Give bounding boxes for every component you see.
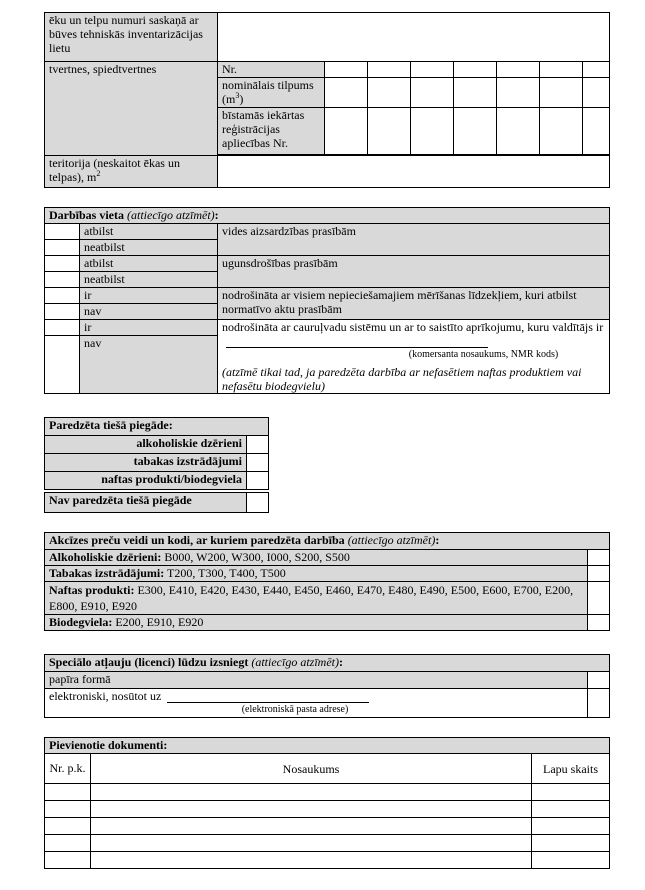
delivery-fuel-label: naftas produkti/biodegviela bbox=[45, 472, 247, 490]
pipeline-owner-caption: (komersanta nosaukums, NMR kods) bbox=[408, 349, 559, 360]
pipeline-note: (atzīmē tikai tad, ja paredzēta darbība ar nefasētiem naftas produktiem vai nefasētu biodegvielu) bbox=[222, 365, 582, 393]
excise-fuel-checkbox[interactable] bbox=[588, 582, 610, 615]
tank-nr-cell[interactable] bbox=[325, 62, 368, 78]
doc-nr-cell[interactable] bbox=[45, 835, 91, 852]
tank-nr-label: Nr. bbox=[218, 62, 325, 78]
doc-name-cell[interactable] bbox=[91, 801, 532, 818]
excise-tobacco-checkbox[interactable] bbox=[588, 566, 610, 582]
tank-volume-cell[interactable] bbox=[497, 78, 540, 108]
fire-noncompliant-option: neatbilst bbox=[80, 272, 218, 288]
licence-electronic-cell bbox=[45, 689, 588, 718]
excise-goods-table bbox=[44, 532, 610, 631]
delivery-tobacco-label: tabakas izstrādājumi bbox=[45, 454, 247, 472]
tank-nr-cell[interactable] bbox=[411, 62, 454, 78]
pipeline-requirement-cell bbox=[218, 320, 610, 394]
attached-documents-header: Pievienotie dokumenti: bbox=[45, 738, 610, 754]
doc-nr-cell[interactable] bbox=[45, 852, 91, 869]
doc-pages-cell[interactable] bbox=[532, 784, 610, 801]
direct-delivery-header: Paredzēta tiešā piegāde: bbox=[45, 418, 269, 436]
excise-alcohol-checkbox[interactable] bbox=[588, 550, 610, 566]
tank-volume-cell[interactable] bbox=[411, 78, 454, 108]
delivery-alcohol-label: alkoholiskie dzērieni bbox=[45, 436, 247, 454]
licence-issue-table bbox=[44, 654, 610, 718]
doc-name-cell[interactable] bbox=[91, 852, 532, 869]
tank-nr-cell[interactable] bbox=[497, 62, 540, 78]
doc-nr-cell[interactable] bbox=[45, 784, 91, 801]
tank-volume-cell[interactable] bbox=[325, 78, 368, 108]
premises-table bbox=[44, 12, 610, 188]
excise-goods-header: Akcīzes preču veidi un kodi, ar kuriem paredzēta darbība (attiecīgo atzīmēt): bbox=[45, 533, 610, 550]
excise-biofuel-checkbox[interactable] bbox=[588, 615, 610, 631]
licence-electronic-label: elektroniski, nosūtot uz bbox=[49, 689, 162, 703]
doc-name-cell[interactable] bbox=[91, 784, 532, 801]
no-delivery-table bbox=[44, 492, 269, 513]
tank-volume-cell[interactable] bbox=[454, 78, 497, 108]
measuring-no-option: nav bbox=[80, 304, 218, 320]
pipeline-no-option: nav bbox=[80, 336, 218, 394]
doc-name-cell[interactable] bbox=[91, 818, 532, 835]
doc-nr-cell[interactable] bbox=[45, 818, 91, 835]
tank-volume-cell[interactable] bbox=[540, 78, 583, 108]
no-delivery-checkbox[interactable] bbox=[247, 493, 269, 513]
tank-volume-cell[interactable] bbox=[583, 78, 610, 108]
building-numbers-field[interactable] bbox=[218, 13, 610, 62]
tank-registration-cell[interactable] bbox=[497, 108, 540, 155]
excise-fuel-row: Naftas produkti: E300, E410, E420, E430, E440, E450, E460, E470, E480, E490, E500, E600, E700, E200, E800, E910, E920 bbox=[45, 582, 588, 615]
fire-requirement-label: ugunsdrošības prasībām bbox=[218, 256, 610, 288]
tank-registration-cell[interactable] bbox=[325, 108, 368, 155]
email-address-field[interactable] bbox=[167, 690, 369, 703]
fire-noncompliant-checkbox[interactable] bbox=[45, 272, 80, 288]
tank-nr-cell[interactable] bbox=[583, 62, 610, 78]
tank-registration-cell[interactable] bbox=[583, 108, 610, 155]
measuring-no-checkbox[interactable] bbox=[45, 304, 80, 320]
tank-nr-cell[interactable] bbox=[540, 62, 583, 78]
tanks-label: tvertnes, spiedtvertnes bbox=[45, 62, 218, 156]
fire-compliant-checkbox[interactable] bbox=[45, 256, 80, 272]
delivery-alcohol-checkbox[interactable] bbox=[247, 436, 269, 454]
building-numbers-label: ēku un telpu numuri saskaņā ar būves tehniskās inventarizācijas lietu bbox=[45, 13, 218, 62]
pipeline-owner-field[interactable] bbox=[226, 335, 488, 348]
env-noncompliant-checkbox[interactable] bbox=[45, 240, 80, 256]
tank-volume-label: nominālais tilpums $(m^3)$ bbox=[218, 78, 325, 108]
env-compliant-option: atbilst bbox=[80, 224, 218, 240]
excise-alcohol-row: Alkoholiskie dzērieni: B000, W200, W300, I000, S200, S500 bbox=[45, 550, 588, 566]
doc-pages-cell[interactable] bbox=[532, 818, 610, 835]
doc-name-cell[interactable] bbox=[91, 835, 532, 852]
col-pages-header: Lapu skaits bbox=[532, 754, 610, 784]
pipeline-yes-option: ir bbox=[80, 320, 218, 336]
doc-pages-cell[interactable] bbox=[532, 852, 610, 869]
tank-registration-label: bīstamās iekārtas reģistrācijas apliecības Nr. bbox=[218, 108, 325, 155]
env-noncompliant-option: neatbilst bbox=[80, 240, 218, 256]
measuring-yes-option: ir bbox=[80, 288, 218, 304]
doc-pages-cell[interactable] bbox=[532, 801, 610, 818]
env-compliant-checkbox[interactable] bbox=[45, 224, 80, 240]
tank-nr-cell[interactable] bbox=[454, 62, 497, 78]
tank-nr-cell[interactable] bbox=[368, 62, 411, 78]
tank-registration-cell[interactable] bbox=[540, 108, 583, 155]
measuring-requirement-label: nodrošināta ar visiem nepieciešamajiem mērīšanas līdzekļiem, kuri atbilst normatīvo aktu prasībām bbox=[218, 288, 610, 320]
pipeline-no-checkbox[interactable] bbox=[45, 336, 80, 394]
activity-place-table bbox=[44, 207, 610, 394]
delivery-fuel-checkbox[interactable] bbox=[247, 472, 269, 490]
territory-label: teritorija (neskaitot ēkas un telpas), $m^2$ bbox=[45, 156, 218, 188]
col-name-header: Nosaukums bbox=[91, 754, 532, 784]
licence-paper-label: papīra formā bbox=[45, 672, 588, 689]
tank-registration-cell[interactable] bbox=[454, 108, 497, 155]
tank-registration-cell[interactable] bbox=[368, 108, 411, 155]
fire-compliant-option: atbilst bbox=[80, 256, 218, 272]
pipeline-requirement-label: nodrošināta ar cauruļvadu sistēmu un ar to saistīto aprīkojumu, kuru valdītājs ir bbox=[222, 320, 604, 334]
licence-electronic-checkbox[interactable] bbox=[588, 689, 610, 718]
excise-tobacco-row: Tabakas izstrādājumi: T200, T300, T400, T500 bbox=[45, 566, 588, 582]
doc-pages-cell[interactable] bbox=[532, 835, 610, 852]
excise-biofuel-row: Biodegviela: E200, E910, E920 bbox=[45, 615, 588, 631]
licence-paper-checkbox[interactable] bbox=[588, 672, 610, 689]
no-delivery-label: Nav paredzēta tiešā piegāde bbox=[45, 493, 247, 513]
attached-documents-table bbox=[44, 737, 610, 869]
activity-place-header: Darbības vieta (attiecīgo atzīmēt): bbox=[45, 208, 610, 224]
direct-delivery-table bbox=[44, 417, 269, 490]
pipeline-yes-checkbox[interactable] bbox=[45, 320, 80, 336]
col-nr-header: Nr. p.k. bbox=[45, 754, 91, 784]
territory-field[interactable] bbox=[218, 156, 610, 188]
env-requirement-label: vides aizsardzības prasībām bbox=[218, 224, 610, 256]
measuring-yes-checkbox[interactable] bbox=[45, 288, 80, 304]
tank-registration-cell[interactable] bbox=[411, 108, 454, 155]
licence-issue-header: Speciālo atļauju (licenci) lūdzu izsniegt (attiecīgo atzīmēt): bbox=[45, 655, 610, 672]
email-address-caption: (elektroniskā pasta adrese) bbox=[241, 704, 349, 715]
delivery-tobacco-checkbox[interactable] bbox=[247, 454, 269, 472]
doc-nr-cell[interactable] bbox=[45, 801, 91, 818]
tank-volume-cell[interactable] bbox=[368, 78, 411, 108]
